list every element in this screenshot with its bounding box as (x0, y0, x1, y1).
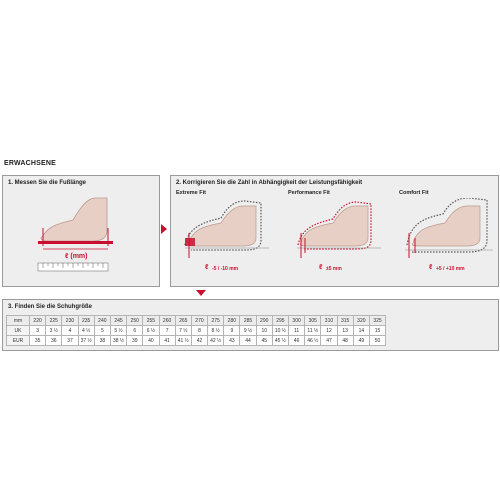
table-cell: 9 (224, 326, 240, 336)
table-cell: 3 ½ (46, 326, 62, 336)
table-cell: 11 (289, 326, 305, 336)
table-row-header: mm (7, 316, 30, 326)
panel-measure-foot-title: 1. Messen Sie die Fußlänge (8, 180, 87, 186)
table-cell: 47 (321, 336, 337, 346)
table-cell: 49 (353, 336, 369, 346)
table-cell: 245 (110, 316, 126, 326)
table-cell: 4 (62, 326, 78, 336)
table-cell: 6 (127, 326, 143, 336)
shoe-extreme-illustration (181, 198, 276, 258)
arrow-right-icon (161, 224, 167, 234)
table-cell: 250 (127, 316, 143, 326)
section-heading: ERWACHSENE (4, 160, 57, 167)
table-cell: 5 ½ (110, 326, 126, 336)
table-row (7, 326, 386, 336)
table-cell: 325 (369, 316, 385, 326)
table-cell: 305 (305, 316, 321, 326)
table-cell: 13 (337, 326, 353, 336)
table-cell: 6 ½ (143, 326, 159, 336)
table-row (7, 316, 386, 326)
arrow-down-icon (196, 290, 206, 296)
table-cell: 275 (208, 316, 224, 326)
table-cell: 42 (191, 336, 207, 346)
table-cell: 270 (191, 316, 207, 326)
table-cell: 37 (62, 336, 78, 346)
table-cell: 15 (369, 326, 385, 336)
panel-correct-fit-title: 2. Korrigieren Sie die Zahl in Abhängigkeit der Leistungsfähigkeit (176, 180, 363, 186)
table-cell: 36 (46, 336, 62, 346)
table-cell: 45 ½ (272, 336, 288, 346)
table-cell: 260 (159, 316, 175, 326)
table-row (7, 336, 386, 346)
fit-title-comfort: Comfort Fit (399, 190, 429, 196)
table-cell: 50 (369, 336, 385, 346)
table-cell: 48 (337, 336, 353, 346)
table-cell: 39 (127, 336, 143, 346)
table-cell: 240 (94, 316, 110, 326)
table-cell: 40 (143, 336, 159, 346)
table-cell: 4 ½ (78, 326, 94, 336)
shoe-comfort-illustration (403, 198, 498, 258)
table-cell: 41 (159, 336, 175, 346)
table-cell: 280 (224, 316, 240, 326)
panel-measure-foot (2, 175, 160, 287)
table-cell: 37 ½ (78, 336, 94, 346)
table-cell: 46 ½ (305, 336, 321, 346)
table-cell: 320 (353, 316, 369, 326)
table-cell: 235 (78, 316, 94, 326)
table-cell: 10 (256, 326, 272, 336)
table-cell: 290 (256, 316, 272, 326)
table-cell: 9 ½ (240, 326, 256, 336)
table-cell: 285 (240, 316, 256, 326)
table-cell: 38 ½ (110, 336, 126, 346)
table-cell: 225 (46, 316, 62, 326)
table-cell: 7 ½ (175, 326, 191, 336)
size-conversion-table (6, 315, 386, 346)
table-cell: 315 (337, 316, 353, 326)
fit-adjust-comfort: +5 / +10 mm (436, 266, 465, 272)
table-cell: 45 (256, 336, 272, 346)
table-cell: 310 (321, 316, 337, 326)
table-cell: 300 (289, 316, 305, 326)
table-cell: 230 (62, 316, 78, 326)
table-cell: 295 (272, 316, 288, 326)
fit-adjust-extreme: -5 / -10 mm (212, 266, 239, 272)
table-cell: 265 (175, 316, 191, 326)
fit-symbol-extreme: ℓ (205, 264, 209, 271)
table-cell: 35 (30, 336, 46, 346)
table-row-header: EUR (7, 336, 30, 346)
table-cell: 14 (353, 326, 369, 336)
panel-correct-fit (170, 175, 499, 287)
table-cell: 46 (289, 336, 305, 346)
table-cell: 10 ½ (272, 326, 288, 336)
fit-title-extreme: Extreme Fit (176, 190, 206, 196)
table-cell: 8 (191, 326, 207, 336)
table-cell: 8 ½ (208, 326, 224, 336)
foot-length-label: ℓ (mm) (65, 253, 88, 260)
table-cell: 44 (240, 336, 256, 346)
table-cell: 42 ½ (208, 336, 224, 346)
table-cell: 12 (321, 326, 337, 336)
fit-title-performance: Performance Fit (288, 190, 330, 196)
foot-measure-illustration (3, 186, 159, 286)
fit-symbol-performance: ℓ (319, 264, 323, 271)
table-cell: 220 (30, 316, 46, 326)
table-row-header: UK (7, 326, 30, 336)
panel-size-table-title: 3. Finden Sie die Schuhgröße (8, 304, 93, 310)
table-cell: 5 (94, 326, 110, 336)
shoe-performance-illustration (293, 198, 388, 258)
fit-adjust-performance: ±5 mm (326, 266, 342, 272)
table-cell: 7 (159, 326, 175, 336)
table-cell: 41 ½ (175, 336, 191, 346)
table-cell: 255 (143, 316, 159, 326)
fit-symbol-comfort: ℓ (429, 264, 433, 271)
table-cell: 38 (94, 336, 110, 346)
table-cell: 3 (30, 326, 46, 336)
table-cell: 43 (224, 336, 240, 346)
table-cell: 11 ½ (305, 326, 321, 336)
